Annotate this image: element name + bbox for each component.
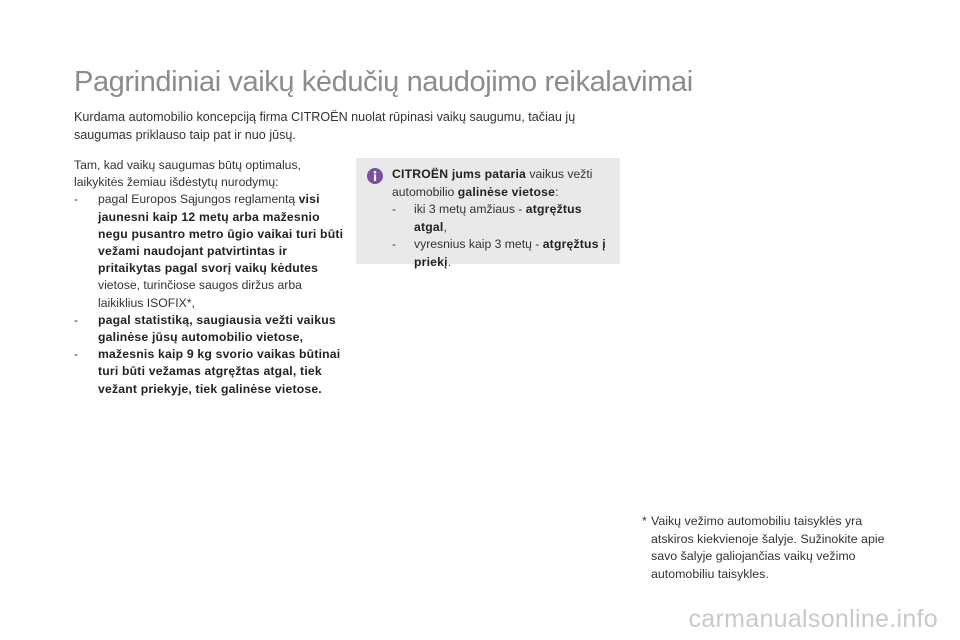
requirement-1-text-b: vietose, turinčiose saugos diržus arba laikiklius ISOFIX*, <box>98 278 302 310</box>
dash-marker: - <box>74 192 79 207</box>
footnote <box>642 513 901 583</box>
page-title: Pagrindiniai vaikų kėdučių naudojimo reikalavimai <box>74 66 693 98</box>
advice-item-1 <box>392 201 610 236</box>
requirement-1-text-a: pagal Europos Sąjungos reglamentą <box>98 192 299 207</box>
requirement-2-bold: pagal statistiką, saugiausia vežti vaikus galinėse jūsų automobilio vietose, <box>98 312 336 345</box>
dash-marker: - <box>74 347 79 362</box>
advice-text: vaikus vežti automobilio <box>392 167 593 199</box>
advice-item-2 <box>392 236 610 271</box>
advice-list <box>392 201 610 271</box>
requirements-list <box>74 191 346 397</box>
dash-marker: - <box>74 312 79 327</box>
advice-1-text: iki 3 metų amžiaus - <box>414 202 526 216</box>
requirements-column <box>74 157 346 398</box>
requirement-item-2 <box>74 312 346 346</box>
dash-marker: - <box>392 202 397 216</box>
requirement-3-bold: mažesnis kaip 9 kg svorio vaikas būtinai turi būti vežamas atgręžtas atgal, tiek vežant priekyje, tiek galinėse vietose. <box>98 347 341 396</box>
requirement-item-1 <box>74 191 346 311</box>
requirement-1-bold: visi jaunesni kaip 12 metų arba mažesnio negu pusantro metro ūgio vaikai turi būti vežami naudojant patvirtintas ir pritaikytas pagal svorį vaikų kėdutes <box>98 192 344 276</box>
info-icon <box>367 168 383 184</box>
advice-1-end: , <box>443 219 447 234</box>
advice-colon: : <box>555 184 559 199</box>
advice-brand: CITROËN jums pataria <box>392 167 527 181</box>
advice-box <box>356 158 620 269</box>
requirement-item-3 <box>74 346 346 398</box>
requirements-lead: Tam, kad vaikų saugumas būtų optimalus, laikykitės žemiau išdėstytų nurodymų: <box>74 158 301 190</box>
dash-marker: - <box>392 237 397 251</box>
advice-seats: galinėse vietose <box>457 184 556 199</box>
advice-2-end: . <box>447 254 452 269</box>
advice-1-bold: atgręžtus atgal <box>414 202 582 234</box>
advice-2-bold: atgręžtus į priekį <box>414 237 606 269</box>
footnote-text: Vaikų vežimo automobiliu taisyklės yra atskiros kiekvienoje šalyje. Sužinokite apie savo šalyje galiojančias vaikų vežimo automobiliu taisykles. <box>651 514 885 581</box>
intro-paragraph: Kurdama automobilio koncepciją firma CITROËN nuolat rūpinasi vaikų saugumu, tačiau jų saugumas priklauso taip pat ir nuo jūsų. <box>74 110 576 142</box>
advice-lead <box>392 166 610 201</box>
watermark: carmanualsonline.info <box>688 605 938 633</box>
advice-2-text: vyresnius kaip 3 metų - <box>414 237 543 251</box>
footnote-star: * <box>642 514 647 528</box>
